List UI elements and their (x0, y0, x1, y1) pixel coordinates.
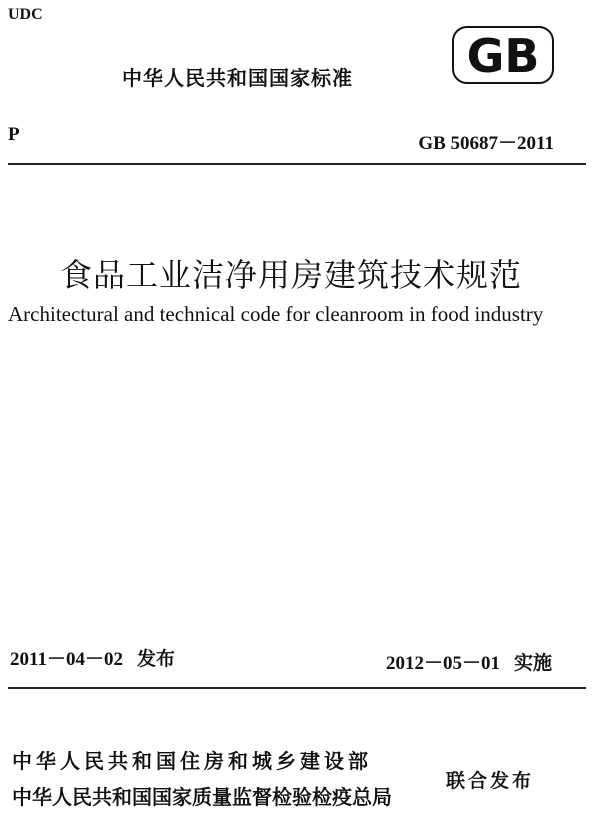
issue-date-line (10, 644, 175, 671)
gb-logo-text: GB (466, 29, 540, 83)
issue-label: 发布 (136, 648, 175, 670)
bottom-divider (8, 687, 586, 689)
national-standard-heading: 中华人民共和国国家标准 (122, 66, 353, 90)
gb-logo (452, 26, 554, 84)
title-english: Architectural and technical code for cleanroom in food industry (8, 302, 544, 326)
implementation-label: 实施 (513, 652, 552, 674)
udc-label: UDC (8, 6, 43, 23)
classification-code: P (8, 124, 20, 145)
standard-number: GB 50687－2011 (418, 133, 554, 154)
implementation-date: 2012－05－01 (385, 653, 500, 674)
top-divider (8, 163, 586, 165)
title-chinese: 食品工业洁净用房建筑技术规范 (60, 256, 523, 294)
implementation-date-line (386, 648, 552, 675)
publisher-ministry: 中华人民共和国住房和城乡建设部 (12, 749, 372, 773)
issue-date: 2011－04－02 (10, 649, 123, 670)
joint-publication-label: 联合发布 (446, 770, 535, 792)
publisher-aqsiq: 中华人民共和国国家质量监督检验检疫总局 (12, 785, 392, 809)
